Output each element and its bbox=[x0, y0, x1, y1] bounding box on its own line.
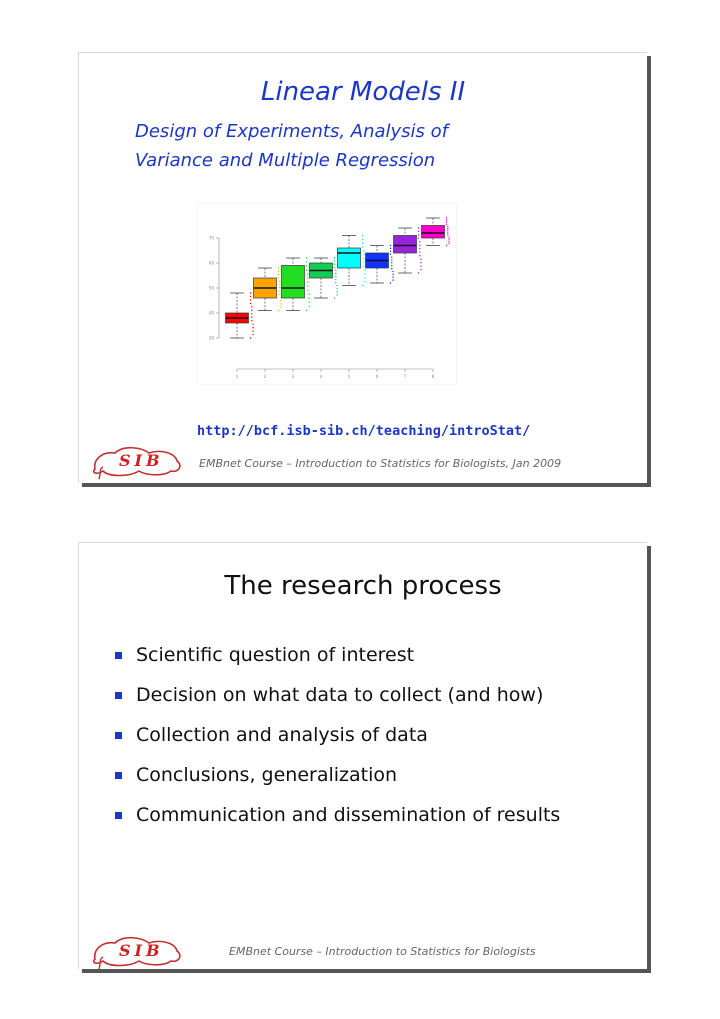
data-point bbox=[364, 273, 365, 274]
data-point bbox=[279, 290, 280, 291]
data-point bbox=[447, 226, 448, 227]
y-tick-label: 60 bbox=[208, 260, 214, 266]
bullet-icon bbox=[115, 652, 122, 659]
data-point bbox=[392, 271, 393, 272]
sib-logo bbox=[89, 929, 189, 973]
data-point bbox=[448, 236, 449, 237]
course-url-link[interactable]: http://bcf.isb-sib.ch/teaching/introStat/ bbox=[197, 423, 531, 439]
data-point bbox=[420, 265, 421, 266]
data-point bbox=[307, 286, 308, 287]
data-point bbox=[448, 238, 449, 239]
data-point bbox=[308, 298, 309, 299]
data-point bbox=[419, 245, 420, 246]
data-point bbox=[251, 306, 252, 307]
data-point bbox=[279, 284, 280, 285]
data-point bbox=[336, 285, 337, 286]
data-point bbox=[391, 256, 392, 257]
data-point bbox=[251, 313, 252, 314]
data-point bbox=[392, 274, 393, 275]
data-point bbox=[306, 261, 307, 262]
data-point bbox=[280, 300, 281, 301]
data-point bbox=[335, 270, 336, 271]
data-point bbox=[446, 245, 447, 246]
data-point bbox=[447, 234, 448, 235]
data-point bbox=[362, 235, 363, 236]
data-point bbox=[446, 224, 447, 225]
data-point bbox=[419, 255, 420, 256]
x-tick-label: 6 bbox=[375, 374, 379, 379]
data-point bbox=[279, 293, 280, 294]
y-tick-label: 40 bbox=[208, 310, 214, 316]
data-point bbox=[250, 337, 251, 338]
data-point bbox=[306, 310, 307, 311]
data-point bbox=[419, 248, 420, 249]
data-point bbox=[391, 265, 392, 266]
data-point bbox=[362, 285, 363, 286]
data-point bbox=[334, 267, 335, 268]
data-point bbox=[364, 281, 365, 282]
data-point bbox=[447, 228, 448, 229]
bullet-text: Conclusions, generalization bbox=[136, 764, 398, 786]
data-point bbox=[390, 253, 391, 254]
data-point bbox=[334, 263, 335, 264]
data-point bbox=[250, 303, 251, 304]
bullet-text: Decision on what data to collect (and how) bbox=[136, 684, 544, 706]
data-point bbox=[446, 222, 447, 223]
bullet-icon bbox=[115, 692, 122, 699]
data-point bbox=[307, 277, 308, 278]
data-point bbox=[335, 279, 336, 280]
x-tick-label: 3 bbox=[291, 374, 295, 379]
data-point bbox=[391, 259, 392, 260]
y-tick-label: 70 bbox=[208, 235, 214, 241]
data-point bbox=[251, 317, 252, 318]
bullet-text: Scientific question of interest bbox=[136, 644, 415, 666]
box bbox=[422, 226, 445, 239]
data-point bbox=[308, 294, 309, 295]
x-tick-label: 8 bbox=[431, 374, 435, 379]
data-point bbox=[279, 287, 280, 288]
sib-logo bbox=[89, 439, 189, 483]
data-point bbox=[306, 269, 307, 270]
data-point bbox=[419, 241, 420, 242]
data-point bbox=[392, 277, 393, 278]
slide-title: The research process bbox=[224, 571, 502, 601]
data-point bbox=[447, 230, 448, 231]
data-point bbox=[391, 262, 392, 263]
data-point bbox=[390, 245, 391, 246]
data-point bbox=[252, 323, 253, 324]
data-point bbox=[252, 334, 253, 335]
data-point bbox=[336, 294, 337, 295]
data-point bbox=[362, 242, 363, 243]
data-point bbox=[390, 251, 391, 252]
data-point bbox=[308, 302, 309, 303]
bullet-icon bbox=[115, 732, 122, 739]
logo-text: SIB bbox=[119, 451, 164, 470]
slide-footer: EMBnet Course – Introduction to Statistics for Biologists bbox=[229, 945, 536, 958]
data-point bbox=[334, 297, 335, 298]
slide-footer: EMBnet Course – Introduction to Statistics for Biologists, Jan 2009 bbox=[199, 457, 562, 470]
data-point bbox=[335, 273, 336, 274]
data-point bbox=[278, 274, 279, 275]
data-point bbox=[364, 277, 365, 278]
y-tick-label: 30 bbox=[208, 335, 214, 341]
list-item bbox=[115, 795, 560, 835]
data-point bbox=[307, 290, 308, 291]
data-point bbox=[390, 282, 391, 283]
y-tick-label: 50 bbox=[208, 285, 214, 291]
data-point bbox=[420, 269, 421, 270]
box bbox=[282, 266, 305, 299]
bullet-icon bbox=[115, 772, 122, 779]
data-point bbox=[278, 310, 279, 311]
box bbox=[338, 248, 361, 268]
list-item bbox=[115, 635, 560, 675]
data-point bbox=[308, 306, 309, 307]
data-point bbox=[363, 266, 364, 267]
data-point bbox=[420, 258, 421, 259]
data-point bbox=[334, 257, 335, 258]
data-point bbox=[307, 282, 308, 283]
data-point bbox=[364, 269, 365, 270]
data-point bbox=[278, 277, 279, 278]
data-point bbox=[418, 272, 419, 273]
bullet-text: Communication and dissemination of results bbox=[136, 804, 561, 826]
x-tick-label: 7 bbox=[403, 374, 407, 379]
data-point bbox=[335, 276, 336, 277]
bullet-icon bbox=[115, 812, 122, 819]
data-point bbox=[280, 303, 281, 304]
data-point bbox=[279, 280, 280, 281]
data-point bbox=[418, 227, 419, 228]
data-point bbox=[448, 243, 449, 244]
box bbox=[394, 236, 417, 254]
data-point bbox=[336, 288, 337, 289]
data-point bbox=[250, 296, 251, 297]
data-point bbox=[334, 260, 335, 261]
data-point bbox=[250, 299, 251, 300]
x-tick-label: 4 bbox=[319, 374, 323, 379]
data-point bbox=[278, 271, 279, 272]
data-point bbox=[250, 292, 251, 293]
data-point bbox=[362, 239, 363, 240]
slide-title: Linear Models II bbox=[260, 77, 466, 107]
list-item bbox=[115, 715, 560, 755]
data-point bbox=[418, 234, 419, 235]
research-process-slide bbox=[78, 542, 647, 969]
data-point bbox=[363, 254, 364, 255]
data-point bbox=[363, 250, 364, 251]
data-point bbox=[336, 291, 337, 292]
x-tick-label: 2 bbox=[263, 374, 267, 379]
data-point bbox=[448, 241, 449, 242]
data-point bbox=[390, 248, 391, 249]
data-point bbox=[306, 265, 307, 266]
logo-text: SIB bbox=[119, 941, 164, 960]
data-point bbox=[307, 273, 308, 274]
data-point bbox=[252, 327, 253, 328]
bullet-text: Collection and analysis of data bbox=[136, 724, 428, 746]
title-slide bbox=[78, 52, 647, 483]
data-point bbox=[447, 232, 448, 233]
data-point bbox=[363, 262, 364, 263]
data-point bbox=[419, 252, 420, 253]
data-point bbox=[335, 282, 336, 283]
data-point bbox=[280, 307, 281, 308]
data-point bbox=[446, 219, 447, 220]
slide-subtitle bbox=[135, 117, 448, 175]
data-point bbox=[362, 246, 363, 247]
data-point bbox=[391, 268, 392, 269]
data-point bbox=[252, 330, 253, 331]
subtitle-line: Variance and Multiple Regression bbox=[135, 150, 436, 171]
subtitle-line: Design of Experiments, Analysis of bbox=[135, 121, 448, 142]
boxplot-chart bbox=[197, 203, 457, 385]
data-point bbox=[363, 258, 364, 259]
data-point bbox=[306, 257, 307, 258]
data-point bbox=[278, 267, 279, 268]
data-point bbox=[251, 310, 252, 311]
bullet-list bbox=[115, 635, 560, 835]
data-point bbox=[392, 279, 393, 280]
x-tick-label: 5 bbox=[347, 374, 351, 379]
data-point bbox=[418, 231, 419, 232]
data-point bbox=[418, 238, 419, 239]
list-item bbox=[115, 675, 560, 715]
data-point bbox=[446, 217, 447, 218]
data-point bbox=[420, 262, 421, 263]
data-point bbox=[251, 320, 252, 321]
list-item bbox=[115, 755, 560, 795]
x-tick-label: 1 bbox=[235, 374, 239, 379]
